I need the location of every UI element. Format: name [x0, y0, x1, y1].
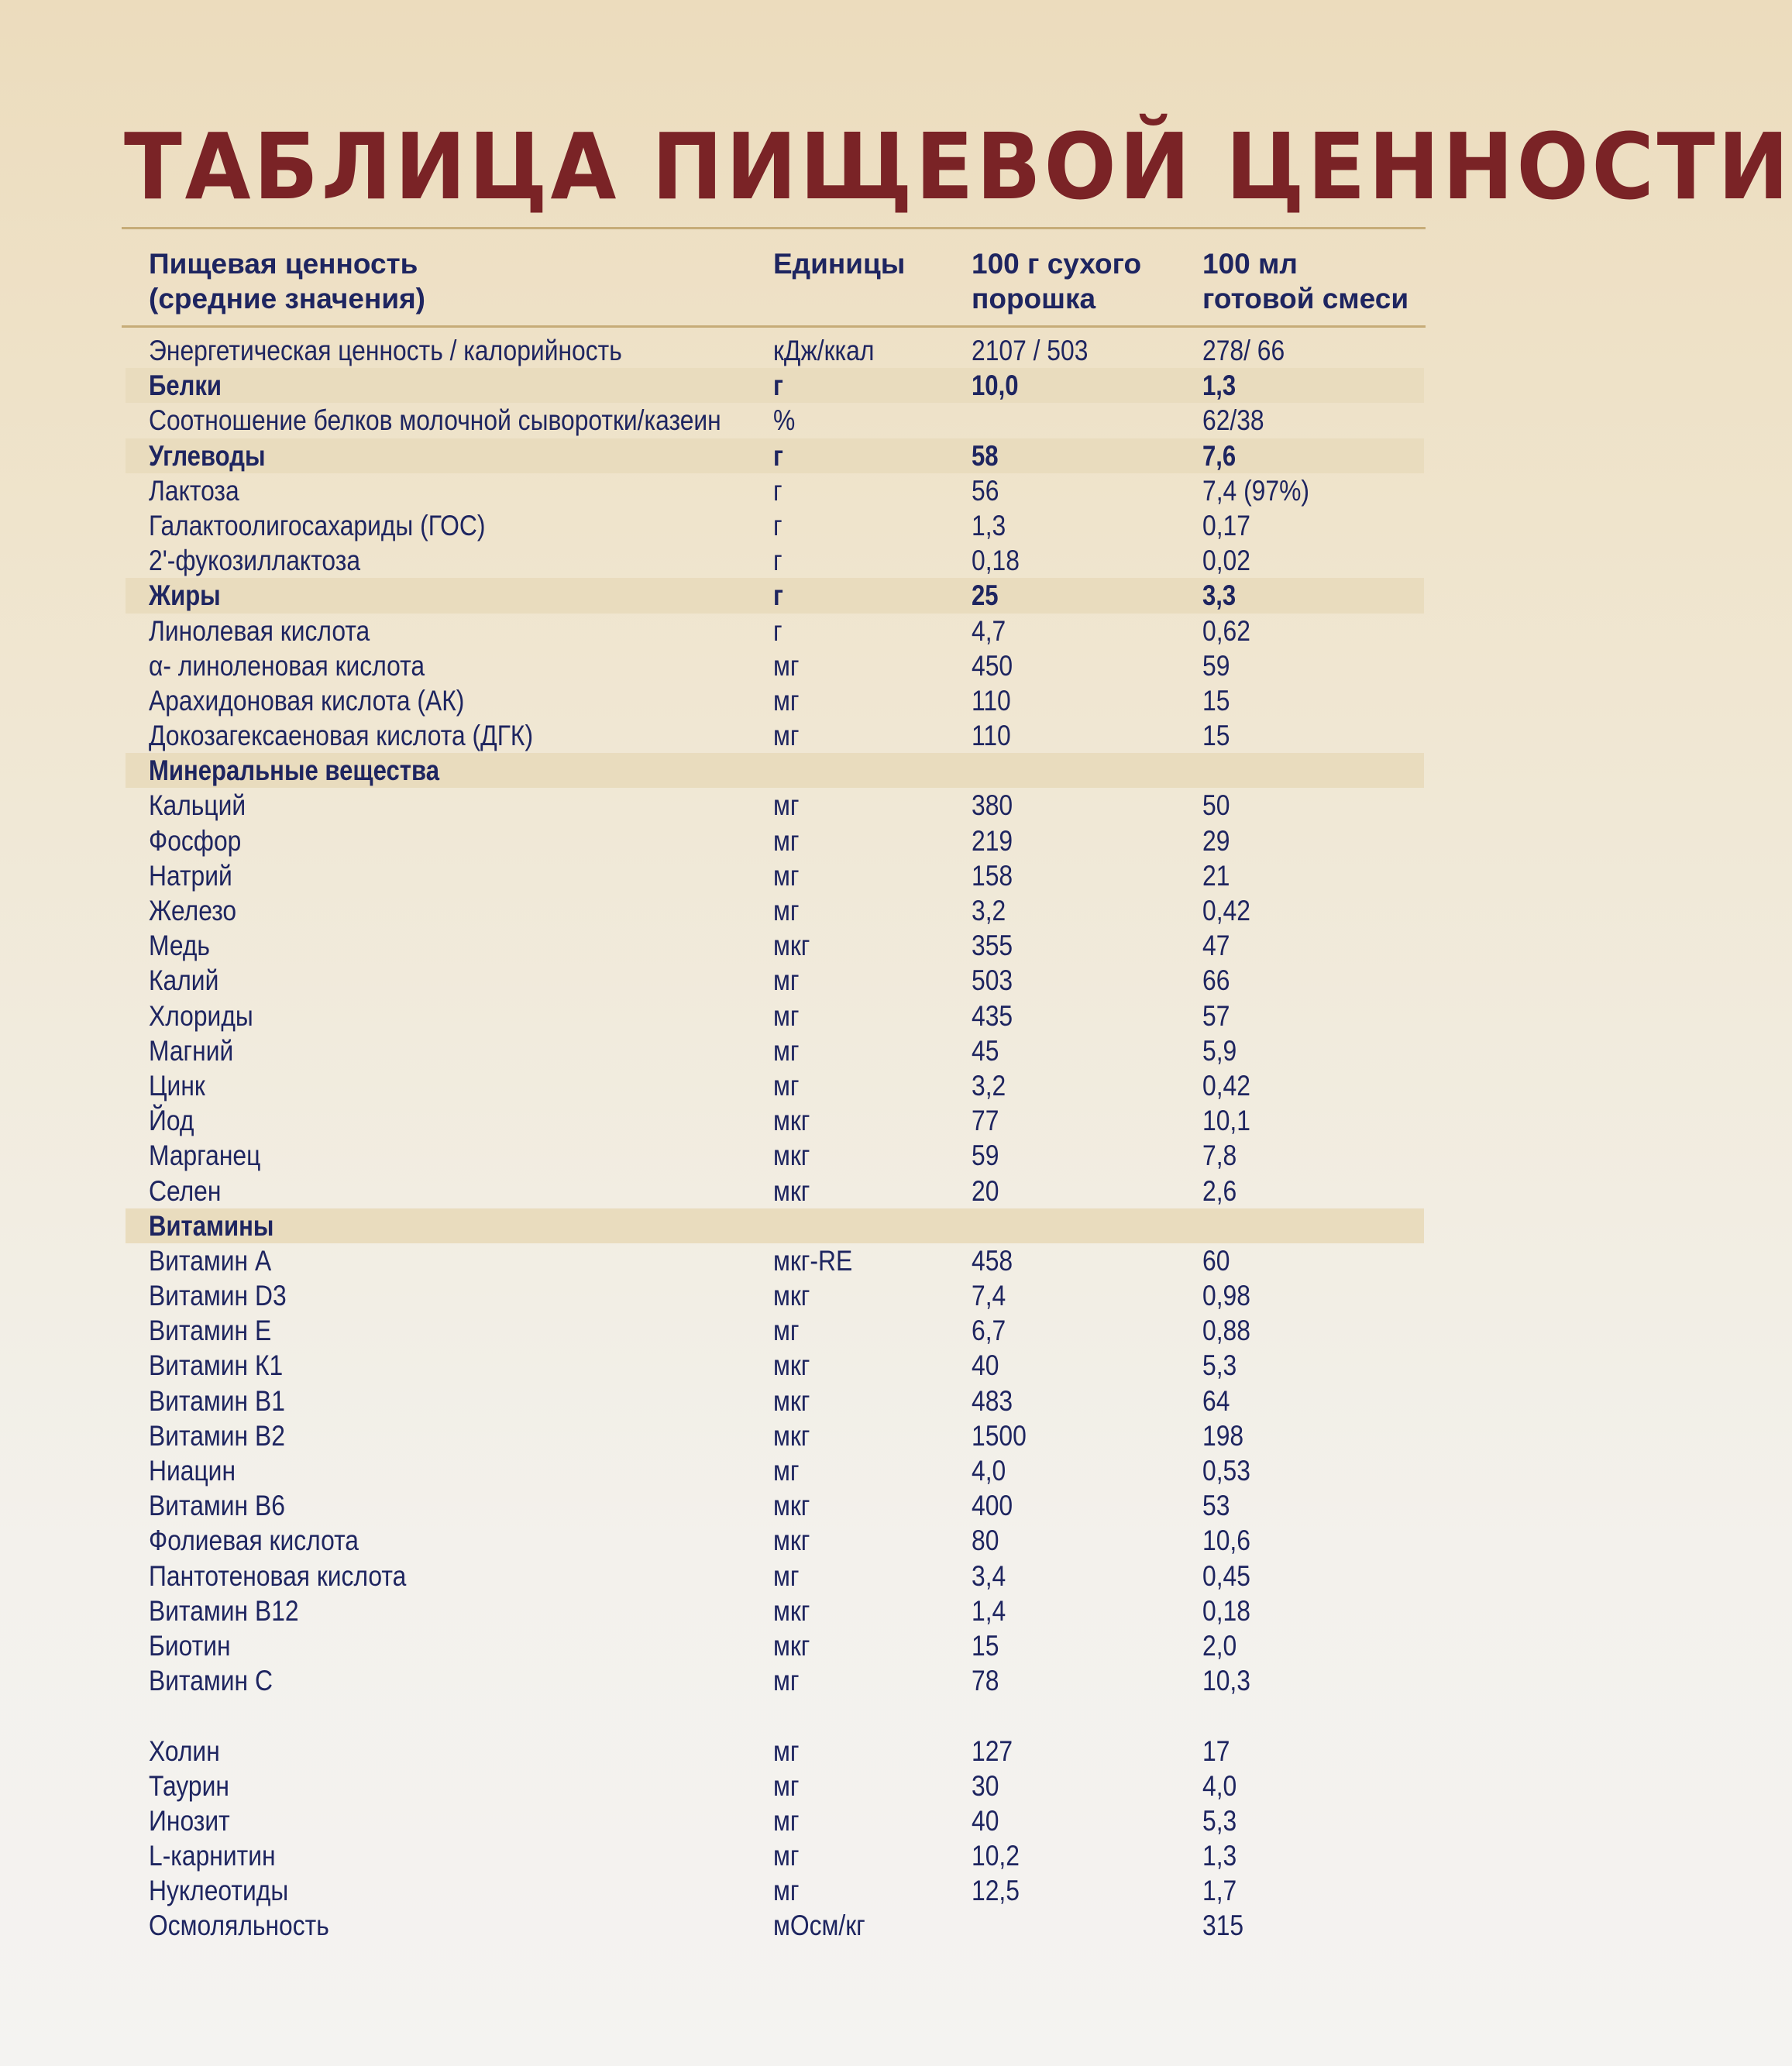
ready-value: 7,6 — [1202, 439, 1237, 472]
unit-cell: мг — [773, 1069, 800, 1102]
table-row — [126, 1348, 1424, 1383]
ready-value: 0,02 — [1202, 545, 1250, 577]
powder-value: 435 — [972, 999, 1013, 1032]
powder-value: 7,4 — [972, 1280, 1006, 1312]
header-name — [149, 246, 425, 316]
nutrient-name: Витамин К1 — [149, 1349, 284, 1382]
powder-value: 0,18 — [972, 545, 1020, 577]
nutrient-name: Минеральные вещества — [149, 755, 439, 787]
nutrient-name: Арахидоновая кислота (АК) — [149, 684, 465, 717]
nutrient-name: Хлориды — [149, 999, 253, 1032]
ready-value: 0,88 — [1202, 1315, 1250, 1347]
ready-value: 7,8 — [1202, 1140, 1237, 1172]
nutrition-table — [126, 333, 1424, 1944]
ready-value: 15 — [1202, 684, 1230, 717]
page-title: ТАБЛИЦА ПИЩЕВОЙ ЦЕННОСТИ — [124, 113, 1792, 220]
unit-cell: мг — [773, 649, 800, 682]
nutrient-name: L-карнитин — [149, 1840, 276, 1872]
powder-value: 219 — [972, 824, 1013, 857]
spacer-row — [126, 1698, 1424, 1733]
nutrient-name: Галактоолигосахариды (ГОС) — [149, 509, 486, 541]
nutrient-name: Углеводы — [149, 439, 266, 472]
table-row — [126, 648, 1424, 683]
nutrient-name: Жиры — [149, 579, 221, 612]
table-row — [126, 403, 1424, 438]
nutrient-name: Витамин С — [149, 1665, 273, 1697]
ready-value: 0,53 — [1202, 1455, 1250, 1487]
table-row — [126, 1174, 1424, 1208]
nutrient-name: Витамин В12 — [149, 1594, 299, 1627]
table-row — [126, 893, 1424, 928]
ready-value: 315 — [1202, 1910, 1244, 1942]
unit-cell: мОсм/кг — [773, 1910, 865, 1942]
table-row — [126, 1523, 1424, 1558]
unit-cell: мкг — [773, 1594, 810, 1627]
ready-value: 10,1 — [1202, 1105, 1250, 1137]
unit-cell: мкг — [773, 1490, 810, 1522]
title-divider — [122, 227, 1426, 229]
ready-value: 17 — [1202, 1734, 1230, 1767]
ready-value: 66 — [1202, 964, 1230, 997]
powder-value: 127 — [972, 1734, 1013, 1767]
powder-value: 503 — [972, 964, 1013, 997]
powder-value: 58 — [972, 439, 999, 472]
ready-value: 3,3 — [1202, 579, 1237, 612]
unit-cell: мкг — [773, 1525, 810, 1557]
nutrient-name: α- линоленовая кислота — [149, 649, 425, 682]
unit-cell: г — [773, 545, 782, 577]
powder-value: 40 — [972, 1804, 999, 1837]
nutrient-name: Линолевая кислота — [149, 614, 370, 647]
powder-value: 483 — [972, 1384, 1013, 1417]
table-row — [126, 1734, 1424, 1769]
unit-cell: мг — [773, 1734, 800, 1767]
ready-value: 0,17 — [1202, 509, 1250, 541]
unit-cell: кДж/ккал — [773, 335, 875, 366]
unit-cell: мг — [773, 1769, 800, 1802]
ready-value: 29 — [1202, 824, 1230, 857]
header-name-line2: (средние значения) — [149, 283, 425, 315]
unit-cell: мг — [773, 1559, 800, 1592]
powder-value: 355 — [972, 930, 1013, 962]
unit-cell: мкг — [773, 1280, 810, 1312]
powder-value: 59 — [972, 1140, 999, 1172]
section-row — [126, 368, 1424, 403]
unit-cell: г — [773, 439, 783, 472]
table-row — [126, 1873, 1424, 1908]
table-row — [126, 928, 1424, 963]
header-ready-line2: готовой смеси — [1202, 283, 1409, 315]
ready-value: 2,6 — [1202, 1174, 1237, 1207]
ready-value: 1,3 — [1202, 1840, 1237, 1872]
powder-value: 40 — [972, 1349, 999, 1382]
ready-value: 15 — [1202, 720, 1230, 752]
ready-value: 1,3 — [1202, 370, 1237, 402]
nutrient-name: Пантотеновая кислота — [149, 1559, 407, 1592]
powder-value: 458 — [972, 1244, 1013, 1277]
ready-value: 2,0 — [1202, 1629, 1237, 1662]
nutrient-name: Белки — [149, 370, 222, 402]
unit-cell: г — [773, 509, 782, 541]
header-ready — [1202, 246, 1408, 316]
section-row — [126, 578, 1424, 613]
table-row — [126, 1033, 1424, 1068]
unit-cell: мкг — [773, 1419, 810, 1452]
nutrient-name: Витамин D3 — [149, 1280, 287, 1312]
header-divider — [122, 325, 1426, 328]
nutrient-name: Фолиевая кислота — [149, 1525, 359, 1557]
ready-value: 10,3 — [1202, 1665, 1250, 1697]
header-name-line1: Пищевая ценность — [149, 248, 418, 280]
nutrient-name: Витамин В2 — [149, 1419, 285, 1452]
unit-cell: мг — [773, 824, 800, 857]
powder-value: 15 — [972, 1629, 999, 1662]
unit-cell: мг — [773, 1034, 800, 1067]
nutrient-name: Витамин В6 — [149, 1490, 285, 1522]
unit-cell: г — [773, 474, 782, 507]
nutrient-name: Фосфор — [149, 824, 242, 857]
header-powder-line1: 100 г сухого — [972, 248, 1142, 280]
unit-cell: мг — [773, 1804, 800, 1837]
table-row — [126, 1559, 1424, 1593]
nutrient-name: Витамин А — [149, 1244, 272, 1277]
powder-value: 4,7 — [972, 614, 1006, 647]
table-row — [126, 683, 1424, 718]
nutrient-name: Таурин — [149, 1769, 229, 1802]
nutrient-name: Инозит — [149, 1804, 230, 1837]
unit-cell: г — [773, 614, 782, 647]
table-row — [126, 1593, 1424, 1628]
powder-value: 56 — [972, 474, 999, 507]
unit-cell: мг — [773, 1665, 800, 1697]
nutrient-name: Витамины — [149, 1209, 274, 1242]
table-row — [126, 1313, 1424, 1348]
table-row — [126, 1068, 1424, 1103]
table-row — [126, 999, 1424, 1033]
powder-value: 380 — [972, 789, 1013, 822]
nutrient-name: Кальций — [149, 789, 246, 822]
table-row — [126, 963, 1424, 998]
header-powder-line2: порошка — [972, 283, 1096, 315]
unit-cell: мг — [773, 789, 800, 822]
header-ready-line1: 100 мл — [1202, 248, 1298, 280]
powder-value: 10,2 — [972, 1840, 1020, 1872]
powder-value: 10,0 — [972, 370, 1019, 402]
powder-value: 3,4 — [972, 1559, 1006, 1592]
nutrient-name: 2'-фукозиллактоза — [149, 545, 361, 577]
table-row — [126, 823, 1424, 858]
ready-value: 60 — [1202, 1244, 1230, 1277]
nutrient-name: Ниацин — [149, 1455, 236, 1487]
nutrient-name: Витамин Е — [149, 1315, 272, 1347]
ready-value: 0,42 — [1202, 1069, 1250, 1102]
unit-cell: мг — [773, 859, 800, 892]
unit-cell: мкг — [773, 930, 810, 962]
unit-cell: мг — [773, 1315, 800, 1347]
table-row — [126, 858, 1424, 893]
table-row — [126, 1628, 1424, 1663]
powder-value: 110 — [972, 720, 1011, 752]
powder-value: 3,2 — [972, 895, 1006, 926]
section-row — [126, 438, 1424, 473]
ready-value: 0,98 — [1202, 1280, 1250, 1312]
unit-cell: мг — [773, 1875, 800, 1907]
ready-value: 47 — [1202, 930, 1230, 962]
nutrient-name: Холин — [149, 1734, 220, 1767]
unit-cell: мг — [773, 684, 800, 717]
table-row — [126, 1278, 1424, 1313]
powder-value: 1,4 — [972, 1594, 1006, 1627]
nutrient-name: Докозагексаеновая кислота (ДГК) — [149, 720, 534, 752]
ready-value: 5,3 — [1202, 1804, 1237, 1837]
header-powder — [972, 246, 1141, 316]
ready-value: 5,9 — [1202, 1034, 1237, 1067]
nutrient-name: Калий — [149, 964, 219, 997]
table-row — [126, 1908, 1424, 1943]
powder-value: 1,3 — [972, 509, 1006, 541]
table-row — [126, 1488, 1424, 1523]
ready-value: 57 — [1202, 999, 1230, 1032]
powder-value: 400 — [972, 1490, 1013, 1522]
nutrient-name: Лактоза — [149, 474, 239, 507]
nutrient-name: Осмоляльность — [149, 1910, 329, 1942]
table-row — [126, 1418, 1424, 1453]
powder-value: 6,7 — [972, 1315, 1006, 1347]
ready-value: 0,62 — [1202, 614, 1250, 647]
table-row — [126, 1103, 1424, 1138]
powder-value: 450 — [972, 649, 1013, 682]
powder-value: 45 — [972, 1034, 999, 1067]
nutrient-name: Витамин В1 — [149, 1384, 285, 1417]
ready-value: 0,42 — [1202, 895, 1250, 926]
section-row — [126, 753, 1424, 788]
ready-value: 21 — [1202, 859, 1230, 892]
nutrient-name: Энергетическая ценность / калорийность — [149, 335, 622, 366]
powder-value: 20 — [972, 1174, 999, 1207]
powder-value: 3,2 — [972, 1069, 1006, 1102]
unit-cell: мкг — [773, 1384, 810, 1417]
powder-value: 78 — [972, 1665, 999, 1697]
table-row — [126, 1663, 1424, 1698]
ready-value: 5,3 — [1202, 1349, 1237, 1382]
unit-cell: мг — [773, 1455, 800, 1487]
table-row — [126, 1453, 1424, 1488]
unit-cell: мг — [773, 964, 800, 997]
unit-cell: г — [773, 370, 783, 402]
unit-cell: г — [773, 579, 783, 612]
nutrient-name: Марганец — [149, 1140, 261, 1172]
unit-cell: мг — [773, 720, 800, 752]
nutrient-name: Магний — [149, 1034, 234, 1067]
table-row — [126, 1838, 1424, 1873]
ready-value: 1,7 — [1202, 1875, 1237, 1907]
ready-value: 278/ 66 — [1202, 335, 1285, 366]
table-row — [126, 1384, 1424, 1418]
ready-value: 62/38 — [1202, 404, 1264, 437]
ready-value: 59 — [1202, 649, 1230, 682]
table-row — [126, 718, 1424, 753]
section-row — [126, 1208, 1424, 1243]
table-row — [126, 473, 1424, 508]
unit-cell: мкг — [773, 1105, 810, 1137]
nutrient-name: Натрий — [149, 859, 232, 892]
nutrient-name: Селен — [149, 1174, 222, 1207]
unit-cell: мкг-RE — [773, 1244, 853, 1277]
powder-value: 158 — [972, 859, 1013, 892]
unit-cell: мкг — [773, 1174, 810, 1207]
unit-cell: мг — [773, 895, 800, 926]
unit-cell: мкг — [773, 1349, 810, 1382]
unit-cell: % — [773, 404, 796, 437]
nutrient-name: Соотношение белков молочной сыворотки/казеин — [149, 404, 721, 437]
ready-value: 0,18 — [1202, 1594, 1250, 1627]
nutrient-name: Йод — [149, 1105, 194, 1137]
ready-value: 4,0 — [1202, 1769, 1237, 1802]
header-unit — [773, 246, 905, 281]
powder-value: 2107 / 503 — [972, 335, 1089, 366]
nutrient-name: Медь — [149, 930, 211, 962]
unit-cell: мкг — [773, 1629, 810, 1662]
table-row — [126, 1769, 1424, 1803]
nutrient-name: Цинк — [149, 1069, 205, 1102]
nutrient-name: Железо — [149, 895, 237, 926]
table-row — [126, 333, 1424, 368]
ready-value: 7,4 (97%) — [1202, 474, 1309, 507]
powder-value: 80 — [972, 1525, 999, 1557]
table-row — [126, 543, 1424, 578]
ready-value: 10,6 — [1202, 1525, 1250, 1557]
powder-value: 4,0 — [972, 1455, 1006, 1487]
powder-value: 25 — [972, 579, 999, 612]
powder-value: 110 — [972, 684, 1011, 717]
table-row — [126, 508, 1424, 543]
unit-cell: мкг — [773, 1140, 810, 1172]
powder-value: 77 — [972, 1105, 999, 1137]
header-unit-line1: Единицы — [773, 248, 906, 280]
table-row — [126, 1243, 1424, 1278]
nutrient-name: Биотин — [149, 1629, 231, 1662]
table-row — [126, 614, 1424, 648]
ready-value: 64 — [1202, 1384, 1230, 1417]
powder-value: 12,5 — [972, 1875, 1020, 1907]
table-row — [126, 1138, 1424, 1173]
ready-value: 0,45 — [1202, 1559, 1250, 1592]
table-row — [126, 1803, 1424, 1838]
ready-value: 198 — [1202, 1419, 1244, 1452]
table-row — [126, 788, 1424, 823]
unit-cell: мг — [773, 1840, 800, 1872]
powder-value: 30 — [972, 1769, 999, 1802]
powder-value: 1500 — [972, 1419, 1027, 1452]
ready-value: 53 — [1202, 1490, 1230, 1522]
nutrient-name: Нуклеотиды — [149, 1875, 289, 1907]
ready-value: 50 — [1202, 789, 1230, 822]
unit-cell: мг — [773, 999, 800, 1032]
